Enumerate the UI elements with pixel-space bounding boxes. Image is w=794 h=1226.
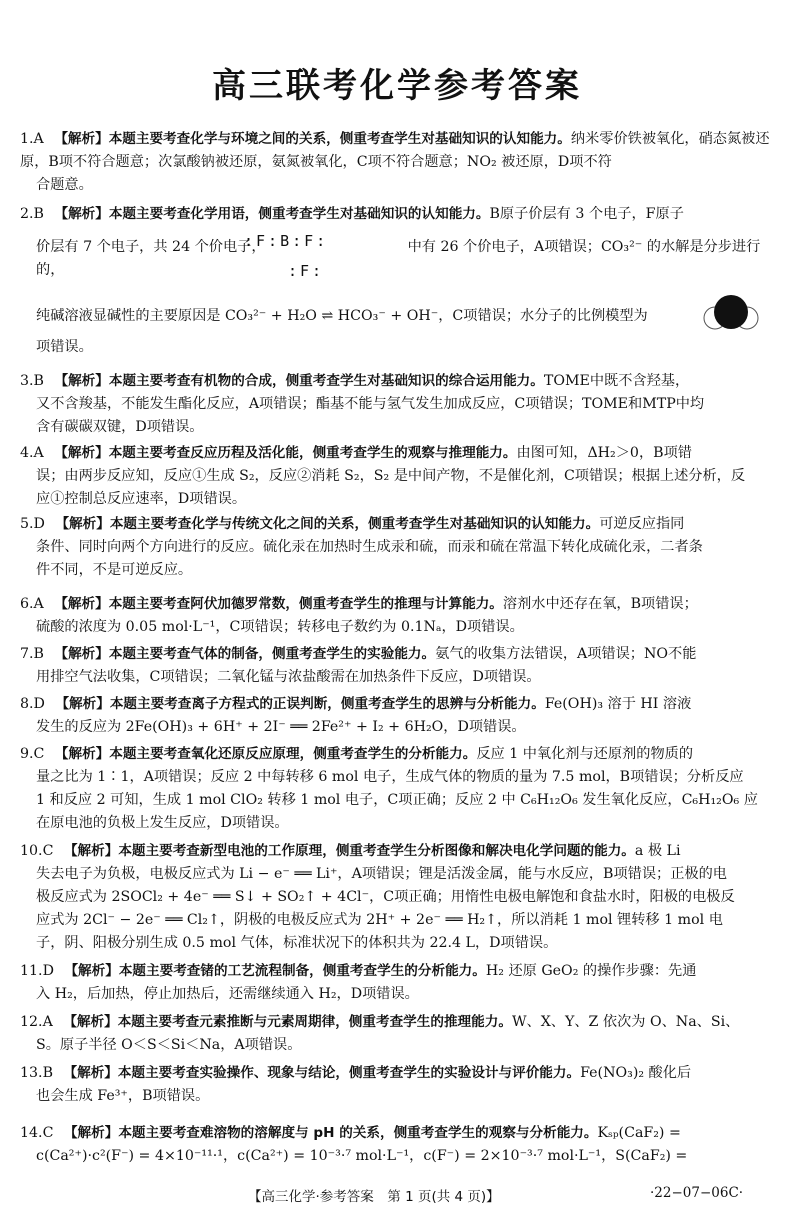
analysis-focus: 本题主要考查元素推断与元素周期律，侧重考查学生的推理能力。 (117, 1014, 512, 1030)
analysis-tag: 【解析】 (63, 1125, 119, 1141)
question-number: 12. (20, 1014, 43, 1030)
analysis-focus: 本题主要考查反应历程及活化能，侧重考查学生的观察与推理能力。 (108, 445, 517, 461)
answer-letter: B (42, 1065, 54, 1081)
question-number: 9. (20, 746, 34, 762)
answer-item-10 (20, 840, 778, 955)
analysis-text: 纯碱溶液显碱性的主要原因是 CO₃²⁻ + H₂O ⇌ HCO₃⁻ + OH⁻，C项错误；水分子的比例模型为 (36, 308, 648, 324)
question-number: 1. (20, 131, 34, 147)
answer-letter: A (33, 131, 44, 147)
water-space-filling-model-icon (703, 294, 759, 334)
analysis-tag: 【解析】 (54, 646, 109, 662)
analysis-focus: 本题主要考查难溶物的溶解度与 pH 的关系，侧重考查学生的观察与分析能力。 (118, 1125, 598, 1141)
analysis-text: Fe(OH)₃ 溶于 HI 溶液 (544, 696, 692, 712)
answer-item-3 (20, 370, 778, 439)
question-number: 14. (20, 1125, 43, 1141)
analysis-focus: 本题主要考查实验操作、现象与结论，侧重考查学生的实验设计与评价能力。 (117, 1065, 581, 1081)
analysis-tag: 【解析】 (54, 373, 109, 389)
analysis-text: B原子价层有 3 个电子，F原子 (489, 206, 684, 222)
analysis-text: Kₛₚ(CaF₂) = (597, 1125, 681, 1141)
analysis-text: 中有 26 个价电子，A项错误；CO₃²⁻ 的水解是分步进行的， (36, 239, 761, 278)
analysis-text: Fe(NO₃)₂ 酸化后 (580, 1065, 692, 1081)
answer-item-5 (20, 513, 778, 582)
answer-letter: D (42, 963, 54, 979)
analysis-tag: 【解析】 (63, 1065, 118, 1081)
analysis-tag: 【解析】 (54, 206, 109, 222)
analysis-text: 应式为 2Cl⁻ − 2e⁻ ══ Cl₂↑，阴极的电极反应式为 2H⁺ + 2e⁻ ══ H₂↑，所以消耗 1 mol 锂转移 1 mol 电 (36, 912, 723, 928)
answer-letter: B (33, 206, 44, 222)
page-title: 高三联考化学参考答案 (212, 66, 582, 106)
question-number: 8. (20, 696, 34, 712)
question-number: 13. (20, 1065, 43, 1081)
analysis-text: 溶剂水中还存在氧，B项错误； (502, 596, 698, 612)
question-number: 10. (20, 843, 43, 859)
analysis-text: 量之比为 1∶1，A项错误；反应 2 中每转移 6 mol 电子，生成气体的物质的量为 7.5 mol，B项错误；分析反应 (36, 769, 744, 785)
answer-letter: C (33, 746, 45, 762)
question-number: 5. (20, 516, 34, 532)
answer-item-8 (20, 693, 778, 739)
question-number: 3. (20, 373, 34, 389)
analysis-text: 反应 1 中氧化剂与还原剂的物质的 (476, 746, 694, 762)
analysis-text: 子，阴、阳极分别生成 0.5 mol 气体，标准状况下的体积共为 22.4 L，D项错误。 (36, 935, 558, 951)
bf3-lewis-structure (238, 232, 388, 292)
answer-item-13 (20, 1062, 778, 1108)
analysis-text: 误；由两步反应知，反应①生成 S₂，反应②消耗 S₂，S₂ 是中间产物，不是催化剂，C项错误；根据上述分析，反 (36, 468, 746, 484)
analysis-focus: 本题主要考查化学与传统文化之间的关系，侧重考查学生对基础知识的认知能力。 (109, 516, 600, 532)
analysis-focus: 本题主要考查锗的工艺流程制备，侧重考查学生的分析能力。 (118, 963, 486, 979)
analysis-tag: 【解析】 (54, 746, 110, 762)
answer-item-12 (20, 1011, 778, 1057)
analysis-tag: 【解析】 (55, 516, 110, 532)
analysis-text: 在原电池的负极上发生反应，D项错误。 (36, 815, 289, 831)
analysis-focus: 本题主要考查化学用语，侧重考查学生对基础知识的认知能力。 (108, 206, 490, 222)
analysis-text: 含有碳碳双键，D项错误。 (36, 419, 204, 435)
footer-page-info: 【高三化学·参考答案 第 1 页(共 4 页)】 (248, 1189, 500, 1205)
analysis-text: a 极 Li (634, 843, 681, 859)
analysis-focus: 本题主要考查气体的制备，侧重考查学生的实验能力。 (108, 646, 436, 662)
analysis-text: 1 和反应 2 可知，生成 1 mol ClO₂ 转移 1 mol 电子，C项正确；反应 2 中 C₆H₁₂O₆ 发生氧化反应，C₆H₁₂O₆ 应 (36, 792, 758, 808)
analysis-text: 又不含羧基，不能发生酯化反应，A项错误；酯基不能与氢气发生加成反应，C项错误；TOME和MTP中均 (36, 396, 705, 412)
analysis-text: 失去电子为负极，电极反应式为 Li − e⁻ ══ Li⁺，A项错误；锂是活泼金属，能与水反应，B项错误；正极的电 (36, 866, 727, 882)
answer-letter: B (33, 373, 44, 389)
answer-item-2-continued (20, 305, 778, 359)
analysis-text: 氨气的收集方法错误，A项错误；NO不能 (435, 646, 697, 662)
analysis-text: 发生的反应为 2Fe(OH)₃ + 6H⁺ + 2I⁻ ══ 2Fe²⁺ + I₂ + 6H₂O，D项错误。 (36, 719, 526, 735)
lewis-row-bottom: :F: (288, 262, 325, 280)
analysis-text: 可逆反应指同 (599, 516, 685, 532)
analysis-focus: 本题主要考查化学与环境之间的关系，侧重考查学生对基础知识的认知能力。 (108, 131, 571, 147)
analysis-focus: 本题主要考查氧化还原反应原理，侧重考查学生的分析能力。 (109, 746, 477, 762)
analysis-text: 项错误。 (36, 339, 93, 355)
lewis-row-top: :F:B:F: (244, 232, 329, 250)
analysis-text: TOME中既不含羟基， (543, 373, 690, 389)
analysis-text: 条件、同时向两个方向进行的反应。硫化汞在加热时生成汞和硫，而汞和硫在常温下转化成硫化汞，二者条 (36, 539, 703, 555)
analysis-text: S。原子半径 O＜S＜Si＜Na，A项错误。 (36, 1037, 302, 1053)
analysis-text: 价层有 7 个电子，共 24 个价电子， (36, 239, 266, 255)
analysis-text: 应①控制总反应速率，D项错误。 (36, 491, 247, 507)
question-number: 2. (20, 206, 34, 222)
answer-item-1 (20, 128, 778, 197)
answer-item-14 (20, 1122, 778, 1168)
answer-letter: A (33, 445, 44, 461)
analysis-text: W、X、Y、Z 依次为 O、Na、Si、 (511, 1014, 740, 1030)
answer-letter: B (33, 646, 44, 662)
answer-item-11 (20, 960, 778, 1006)
answer-item-6 (20, 593, 778, 639)
question-number: 4. (20, 445, 34, 461)
question-number: 11. (20, 963, 43, 979)
analysis-tag: 【解析】 (63, 843, 119, 859)
analysis-text: 纳米零价铁被氧化，硝态氮被还原，B项不符合题意；次氯酸钠被还原，氨氮被氧化，C项不符合题意；NO₂ 被还原，D项不符 (20, 131, 770, 170)
answer-letter: C (42, 843, 54, 859)
answer-item-4 (20, 442, 778, 511)
analysis-tag: 【解析】 (54, 131, 109, 147)
answer-item-2 (20, 203, 778, 282)
analysis-tag: 【解析】 (55, 696, 110, 712)
answer-letter: A (42, 1014, 53, 1030)
analysis-text: H₂ 还原 GeO₂ 的操作步骤：先通 (485, 963, 697, 979)
analysis-text: 件不同，不是可逆反应。 (36, 562, 193, 578)
analysis-text: 合题意。 (36, 177, 93, 193)
analysis-tag: 【解析】 (64, 963, 119, 979)
analysis-focus: 本题主要考查有机物的合成，侧重考查学生对基础知识的综合运用能力。 (108, 373, 544, 389)
question-number: 6. (20, 596, 34, 612)
analysis-text: 入 H₂，后加热，停止加热后，还需继续通入 H₂，D项错误。 (36, 986, 419, 1002)
answer-letter: C (42, 1125, 54, 1141)
analysis-text: 硫酸的浓度为 0.05 mol·L⁻¹，C项错误；转移电子数约为 0.1Nₐ，D项错误。 (36, 619, 524, 635)
analysis-tag: 【解析】 (54, 445, 109, 461)
analysis-tag: 【解析】 (63, 1014, 118, 1030)
analysis-focus: 本题主要考查阿伏加德罗常数，侧重考查学生的推理与计算能力。 (108, 596, 503, 612)
analysis-focus: 本题主要考查离子方程式的正误判断，侧重考查学生的思辨与分析能力。 (109, 696, 545, 712)
analysis-text: 用排空气法收集，C项错误；二氧化锰与浓盐酸需在加热条件下反应，D项错误。 (36, 669, 541, 685)
analysis-text: 也会生成 Fe³⁺，B项错误。 (36, 1088, 210, 1104)
answer-item-7 (20, 643, 778, 689)
footer-exam-code: ·22−07−06C· (650, 1185, 744, 1201)
answer-letter: D (33, 516, 45, 532)
answer-letter: D (33, 696, 45, 712)
analysis-tag: 【解析】 (54, 596, 109, 612)
analysis-text: 极反应式为 2SOCl₂ + 4e⁻ ══ S↓ + SO₂↑ + 4Cl⁻，C项正确；用惰性电极电解饱和食盐水时，阳极的电极反 (36, 889, 735, 905)
answer-item-9 (20, 743, 778, 835)
analysis-focus: 本题主要考查新型电池的工作原理，侧重考查学生分析图像和解决电化学问题的能力。 (118, 843, 635, 859)
analysis-text: c(Ca²⁺)·c²(F⁻) = 4×10⁻¹¹·¹，c(Ca²⁺) = 10⁻³·⁷ mol·L⁻¹，c(F⁻) = 2×10⁻³·⁷ mol·L⁻¹，S(CaF₂) = (36, 1148, 688, 1164)
answer-letter: A (33, 596, 44, 612)
question-number: 7. (20, 646, 34, 662)
analysis-text: 由图可知，ΔH₂＞0，B项错 (516, 445, 692, 461)
